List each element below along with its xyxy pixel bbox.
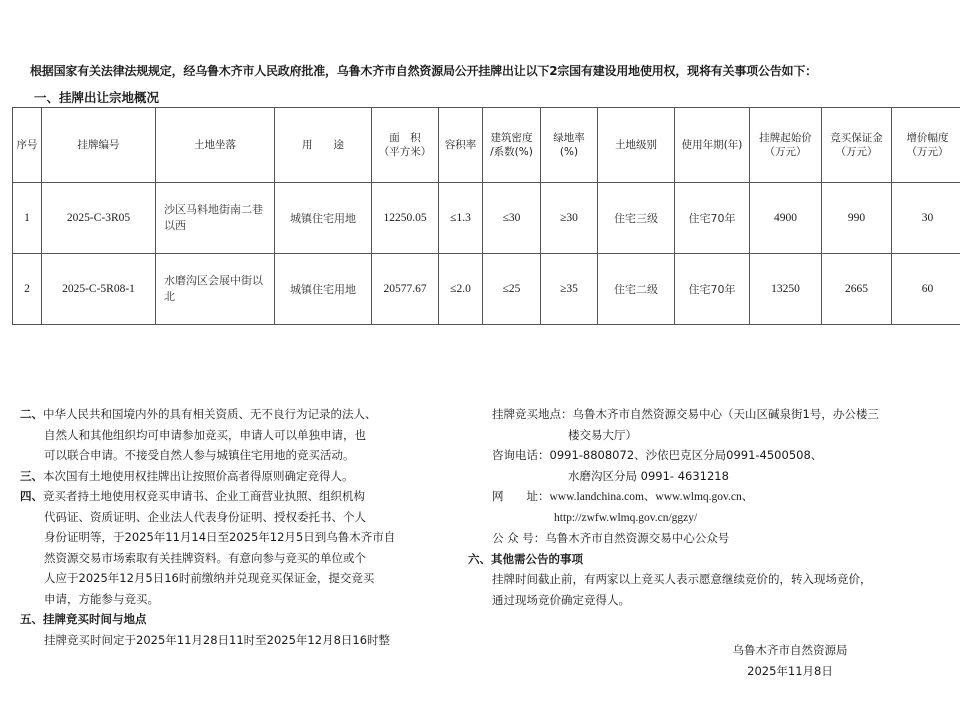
header-term: 使用年期(年) [675, 108, 750, 183]
section5-title: 五、挂牌竞买时间与地点 [20, 612, 147, 626]
cell-code: 2025-C-3R05 [42, 183, 156, 254]
signature-block [700, 640, 880, 682]
venue-line2: 楼交易大厅） [568, 427, 637, 442]
section2-line3: 可以联合申请。不接受自然人参与城镇住宅用地的竞买活动。 [44, 448, 355, 462]
section2-line2: 自然人和其他组织均可申请参加竞买，申请人可以单独申请，也 [44, 427, 366, 442]
cell-deposit: 2665 [822, 254, 892, 325]
header-seq: 序号 [13, 108, 42, 183]
cell-deposit: 990 [822, 183, 892, 254]
cell-use: 城镇住宅用地 [275, 254, 372, 325]
section4-line6: 申请，方能参与竞买。 [44, 591, 159, 606]
table-row [13, 183, 960, 254]
section4-line2: 代码证、资质证明、企业法人代表身份证明、授权委托书、个人 [44, 509, 366, 524]
header-green: 绿地率 (%) [541, 108, 598, 183]
section6-line2: 通过现场竞价确定竞得人。 [492, 592, 630, 607]
phone-line1: 咨询电话：0991-8808072、沙依巴克区分局0991-4500508、 [492, 448, 823, 462]
table-row [13, 254, 960, 325]
cell-grade: 住宅二级 [598, 254, 675, 325]
cell-location: 水磨沟区会展中街以北 [156, 254, 275, 325]
cell-density: ≤25 [483, 254, 541, 325]
left-column [20, 404, 450, 650]
header-area: 面 积 （平方米） [372, 108, 439, 183]
section4-line4: 然资源交易市场索取有关挂牌资料。有意向参与竞买的单位或个 [44, 550, 366, 565]
cell-far: ≤1.3 [439, 183, 483, 254]
cell-term: 住宅70年 [675, 254, 750, 325]
header-price: 挂牌起始价 （万元） [750, 108, 822, 183]
header-grade: 土地级别 [598, 108, 675, 183]
wechat-line: 公 众 号：乌鲁木齐市自然资源交易中心公众号 [492, 531, 730, 545]
section4-line3: 身份证明等，于2025年11月14日至2025年12月5日到乌鲁木齐市自 [44, 530, 396, 544]
section3-text: 三、本次国有土地使用权挂牌出让按照价高者得原则确定竞得人。 [20, 468, 354, 483]
venue-line1: 挂牌竞买地点：乌鲁木齐市自然资源交易中心（天山区碱泉街1号，办公楼三 [492, 407, 879, 421]
cell-area: 12250.05 [372, 183, 439, 254]
header-deposit: 竞买保证金 （万元） [822, 108, 892, 183]
cell-use: 城镇住宅用地 [275, 183, 372, 254]
header-far: 容积率 [439, 108, 483, 183]
cell-price: 4900 [750, 183, 822, 254]
intro-paragraph: 根据国家有关法律法规规定，经乌鲁木齐市人民政府批准，乌鲁木齐市自然资源局公开挂牌出让以下2宗国有建设用地使用权，现将有关事项公告如下： [30, 64, 817, 78]
phone-line2: 水磨沟区分局 0991- 4631218 [568, 468, 729, 483]
header-increment: 增价幅度 （万元） [892, 108, 960, 183]
section6-title: 六、其他需公告的事项 [468, 551, 583, 566]
cell-green: ≥35 [541, 254, 598, 325]
cell-price: 13250 [750, 254, 822, 325]
cell-code: 2025-C-5R08-1 [42, 254, 156, 325]
cell-term: 住宅70年 [675, 183, 750, 254]
header-density: 建筑密度 /系数(%) [483, 108, 541, 183]
cell-green: ≥30 [541, 183, 598, 254]
cell-increment: 60 [892, 254, 960, 325]
cell-increment: 30 [892, 183, 960, 254]
website-line2: http://zwfw.wlmq.gov.cn/ggzy/ [554, 511, 698, 524]
cell-seq: 1 [13, 183, 42, 254]
section1-title: 一、挂牌出让宗地概况 [34, 90, 160, 105]
cell-area: 20577.67 [372, 254, 439, 325]
signature-date: 2025年11月8日 [747, 664, 833, 678]
section4-line5: 人应于2025年12月5日16时前缴纳并兑现竞买保证金，提交竞买 [44, 571, 375, 585]
table-header-row [13, 108, 960, 183]
cell-location: 沙区马料地街南二巷以西 [156, 183, 275, 254]
section4-line1: 四、竞买者持土地使用权竞买申请书、企业工商营业执照、组织机构 [20, 489, 365, 503]
right-column [468, 404, 946, 610]
cell-seq: 2 [13, 254, 42, 325]
signature-org: 乌鲁木齐市自然资源局 [732, 643, 848, 657]
section5-text: 挂牌竞买时间定于2025年11月28日11时至2025年12月8日16时整 [44, 632, 391, 647]
header-use: 用 途 [275, 108, 372, 183]
section6-line1: 挂牌时间截止前，有两家以上竞买人表示愿意继续竞价的，转入现场竞价， [492, 572, 872, 586]
header-code: 挂牌编号 [42, 108, 156, 183]
section2-line1: 二、中华人民共和国境内外的具有相关资质、无不良行为记录的法人、 [20, 407, 377, 421]
cell-grade: 住宅三级 [598, 183, 675, 254]
website-line1: 网 址：www.landchina.com、www.wlmq.gov.cn、 [492, 489, 754, 503]
cell-density: ≤30 [483, 183, 541, 254]
header-location: 土地坐落 [156, 108, 275, 183]
land-parcel-table [12, 107, 960, 325]
cell-far: ≤2.0 [439, 254, 483, 325]
